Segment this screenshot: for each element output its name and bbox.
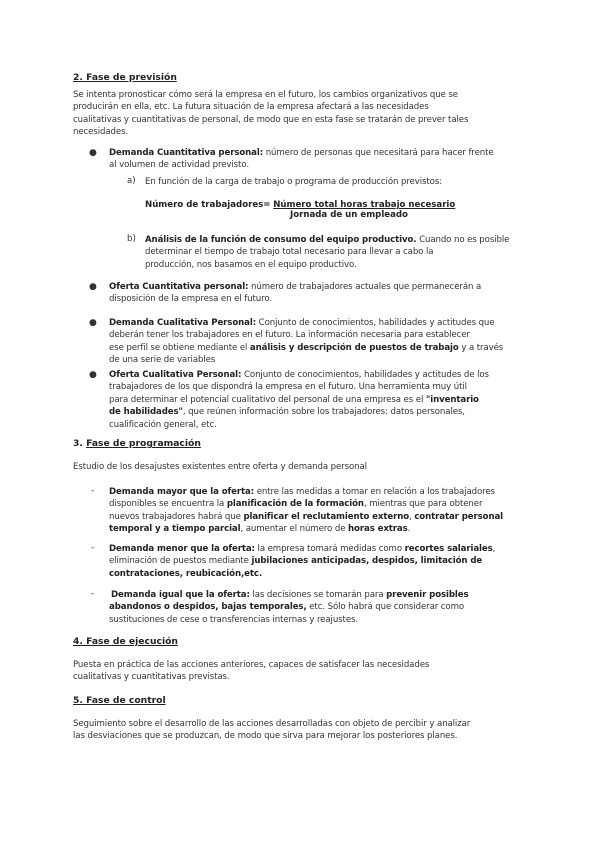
dash-marker: - <box>91 486 95 496</box>
bullet-marker: ● <box>89 370 97 380</box>
text: , que reúnen información sobre los trabajadores: datos personales, <box>182 407 465 418</box>
text: eliminación de puestos mediante <box>109 556 252 567</box>
text: número de personas que necesitará para hacer frente <box>263 148 494 158</box>
bold-text: análisis y descripción de puestos de trabajo <box>249 342 459 353</box>
bold-label: Demanda Cuantitativa personal: <box>109 148 264 158</box>
text: sustituciones de cese o transferencias internas y reajustes. <box>109 614 359 625</box>
text: . <box>407 524 411 535</box>
dash-demanda-menor <box>109 543 527 580</box>
text: cualificación general, etc. <box>109 419 217 430</box>
text: la empresa tomará medidas como <box>254 544 405 554</box>
text: Cuando no es posible <box>416 235 510 245</box>
dash-demanda-igual <box>111 589 529 626</box>
text: las decisiones se tomarán para <box>249 590 387 600</box>
text: nuevos trabajadores habrá que <box>109 511 244 522</box>
bold-label: Demanda mayor que la oferta: <box>109 487 255 497</box>
intro-line: necesidades. <box>73 127 129 138</box>
text: de una serie de variables <box>109 355 216 366</box>
bold-text: prevenir posibles <box>386 590 469 600</box>
text: las desviaciones que se produzcan, de modo que sirva para mejorar los posteriores planes. <box>73 731 458 742</box>
bold-text: recortes salariales <box>404 544 493 554</box>
text: , <box>492 544 496 554</box>
sub-marker-a: a) <box>127 176 136 186</box>
bold-text: contratar personal <box>414 511 504 522</box>
bold-text: de habilidades" <box>109 407 183 418</box>
text: trabajadores de los que dispondrá la empresa en el futuro. Una herramienta muy útil <box>109 382 467 393</box>
bold-text: contrataciones, reubicación,etc. <box>109 568 263 579</box>
sub-item-a: En función de la carga de trabajo o programa de producción previstos: <box>145 177 443 187</box>
text: entre las medidas a tomar en relación a los trabajadores <box>254 487 495 497</box>
sub-marker-b: b) <box>127 234 136 244</box>
bold-label: Demanda menor que la oferta: <box>109 544 255 554</box>
sub-item-b <box>145 234 527 271</box>
formula-label: Número de trabajadores= <box>145 200 271 210</box>
bullet-oferta-cualitativa <box>109 369 527 431</box>
bold-text: planificar el reclutamiento externo <box>243 511 410 522</box>
text: cualitativas y cuantitativas previstas. <box>73 672 230 683</box>
formula-denominator: Jornada de un empleado <box>290 210 408 220</box>
bullet-demanda-cuantitativa <box>109 147 527 172</box>
text: etc. Sólo habrá que considerar como <box>306 602 465 613</box>
text: determinar el tiempo de trabajo total necesario para llevar a cabo la <box>145 247 434 258</box>
bullet-demanda-cualitativa <box>109 317 527 367</box>
intro-line: Se intenta pronosticar cómo será la empresa en el futuro, los cambios organizativos que se <box>73 90 458 100</box>
intro-line: cualitativas y cuantitativas de personal, de modo que en esta fase se tratarán de prever tales <box>73 114 469 125</box>
text: disposición de la empresa en el futuro. <box>109 294 272 305</box>
section-2-heading: 2. Fase de previsión <box>73 72 177 83</box>
text: Seguimiento sobre el desarrollo de las acciones desarrolladas con objeto de percibir y analizar <box>73 719 471 729</box>
text: Puesta en práctica de las acciones anteriores, capaces de satisfacer las necesidades <box>73 660 430 670</box>
text: ese perfil se obtiene mediante el <box>109 342 250 353</box>
bold-label: Oferta Cuantitativa personal: <box>109 282 249 292</box>
text: deberán tener los trabajadores en el futuro. La información necesaria para establecer <box>109 330 470 341</box>
bold-text: horas extras <box>348 524 408 535</box>
bold-text: temporal y a tiempo parcial <box>109 524 241 535</box>
bullet-marker: ● <box>89 282 97 292</box>
text: disponibles se encuentra la <box>109 499 227 510</box>
text: Conjunto de conocimientos, habilidades y actitudes de los <box>241 370 489 380</box>
text: para determinar el potencial cualitativo del personal de una empresa es el <box>109 394 426 405</box>
formula-numerator: Número total horas trabajo necesario <box>273 200 456 210</box>
dash-marker: - <box>91 589 95 599</box>
text: Conjunto de conocimientos, habilidades y actitudes que <box>256 318 495 328</box>
section-3-heading <box>73 438 201 449</box>
dash-demanda-mayor <box>109 486 527 536</box>
heading-text: Fase de programación <box>86 438 201 449</box>
text: y a través <box>458 342 504 353</box>
section-3-intro: Estudio de los desajustes existentes entre oferta y demanda personal <box>73 462 367 472</box>
bold-label: Demanda Cualitativa Personal: <box>109 318 257 328</box>
text: al volumen de actividad previsto. <box>109 160 249 171</box>
intro-line: producirán en ella, etc. La futura situación de la empresa afectará a las necesidades <box>73 102 429 113</box>
section-5-heading: 5. Fase de control <box>73 695 166 706</box>
text: producción, nos basamos en el equipo productivo. <box>145 259 357 270</box>
text: , <box>409 511 415 522</box>
bold-text: planificación de la formación <box>226 499 364 510</box>
section-4-text <box>73 659 525 684</box>
bullet-marker: ● <box>89 148 97 158</box>
bold-label: Oferta Cualitativa Personal: <box>109 370 242 380</box>
bold-text: "inventario <box>425 394 479 405</box>
text: , aumentar el número de <box>240 524 349 535</box>
dash-marker: - <box>91 543 95 553</box>
text: número de trabajadores actuales que permanecerán a <box>248 282 482 292</box>
bold-label: Análisis de la función de consumo del equipo productivo. <box>145 235 417 245</box>
bold-text: abandonos o despidos, bajas temporales, <box>109 602 307 613</box>
bold-label: Demanda igual que la oferta: <box>111 590 250 600</box>
section-2-intro <box>73 89 525 139</box>
bullet-oferta-cuantitativa <box>109 281 527 306</box>
section-4-heading: 4. Fase de ejecución <box>73 636 178 647</box>
section-5-text <box>73 718 525 743</box>
bold-text: jubilaciones anticipadas, despidos, limitación de <box>251 556 483 567</box>
text: , mientras que para obtener <box>363 499 483 510</box>
heading-number: 3. <box>73 438 87 449</box>
bullet-marker: ● <box>89 318 97 328</box>
